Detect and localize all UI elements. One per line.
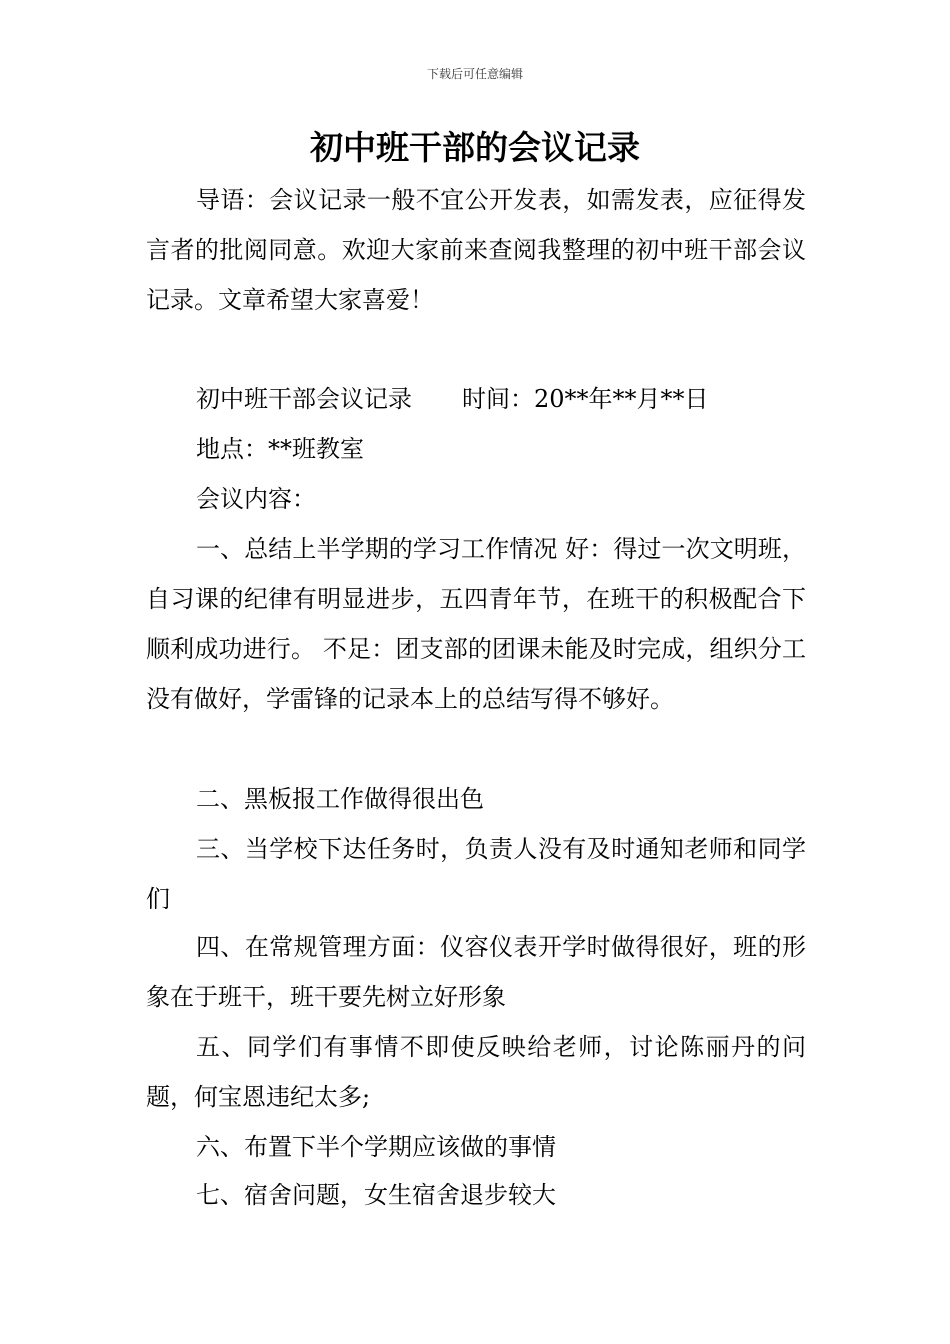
agenda-item-3: 三、当学校下达任务时，负责人没有及时通知老师和同学们 — [146, 835, 806, 913]
record-title: 初中班干部会议记录 — [196, 385, 412, 413]
agenda-item-2: 二、黑板报工作做得很出色 — [196, 785, 484, 813]
agenda-item-1: 一、总结上半学期的学习工作情况 好：得过一次文明班，自习课的纪律有明显进步，五四青年节，在班干的积极配合下顺利成功进行。 不足：团支部的团课未能及时完成，组织分工没有做好，学雷锋的记录本上的总结写得不够好。 — [146, 535, 806, 713]
agenda-item-5: 五、同学们有事情不即使反映给老师，讨论陈丽丹的问题，何宝恩违纪太多; — [146, 1033, 806, 1111]
header-note: 下载后可任意编辑 — [426, 67, 523, 81]
agenda-item-7: 七、宿舍问题，女生宿舍退步较大 — [196, 1181, 556, 1209]
content-label: 会议内容： — [196, 485, 316, 513]
agenda-item-6: 六、布置下半个学期应该做的事情 — [196, 1133, 556, 1161]
meeting-place: 地点：**班教室 — [196, 435, 364, 463]
agenda-item-4: 四、在常规管理方面：仪容仪表开学时做得很好，班的形象在于班干，班干要先树立好形象 — [146, 933, 806, 1011]
intro-paragraph: 导语：会议记录一般不宜公开发表，如需发表，应征得发言者的批阅同意。欢迎大家前来查阅我整理的初中班干部会议记录。文章希望大家喜爱！ — [146, 186, 806, 314]
document-title: 初中班干部的会议记录 — [310, 128, 640, 167]
meeting-time: 时间：20**年**月**日 — [462, 385, 709, 413]
record-meta-line — [196, 374, 806, 424]
